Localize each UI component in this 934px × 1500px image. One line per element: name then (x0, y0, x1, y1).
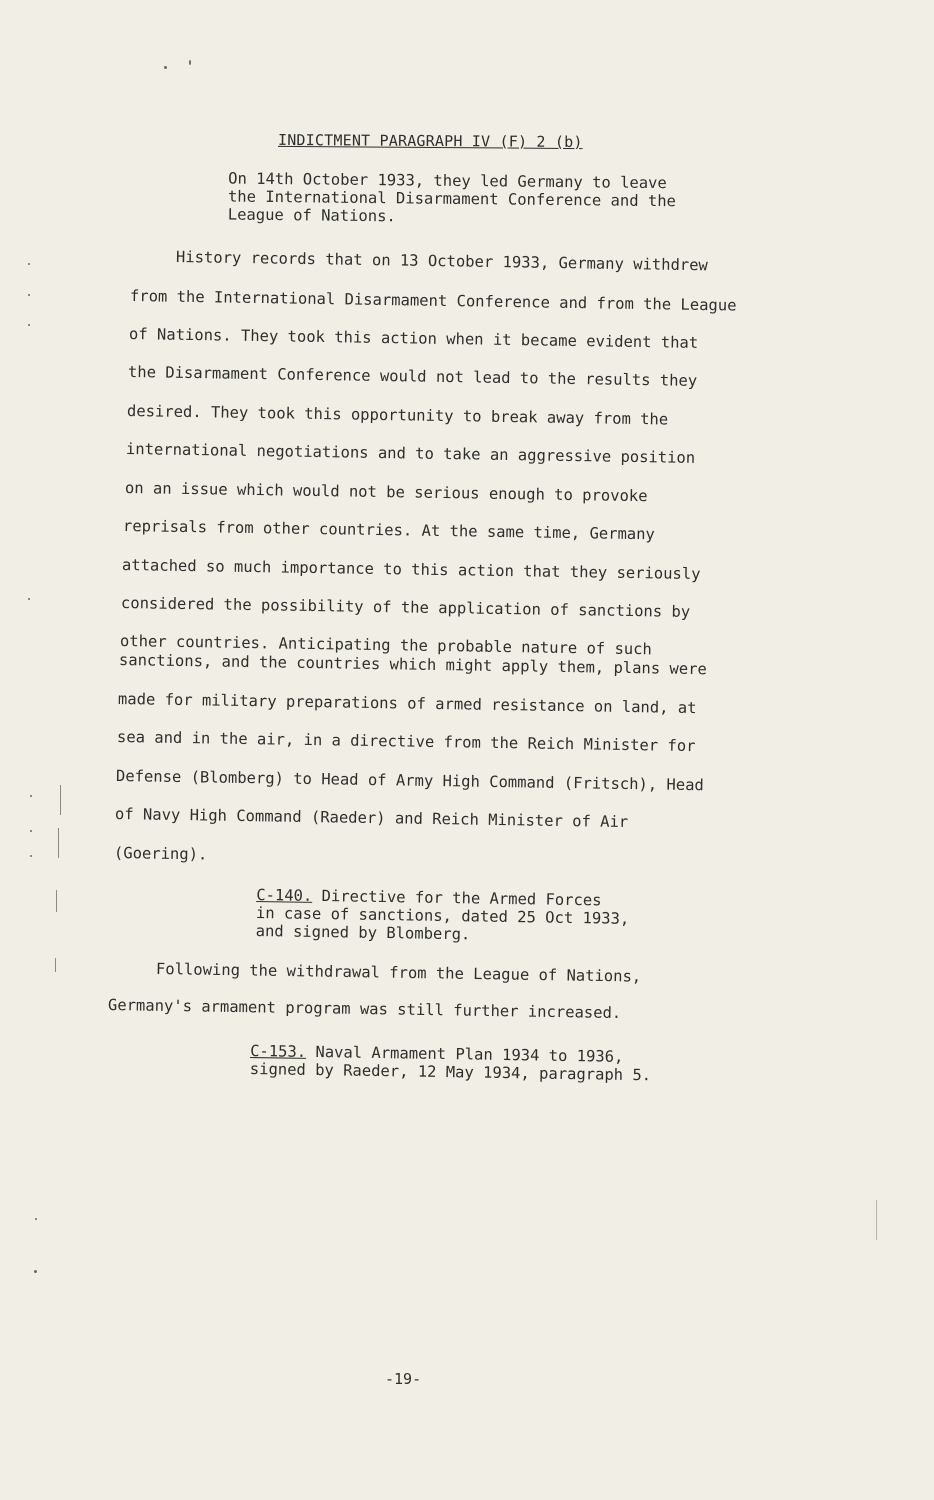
binder-mark (60, 785, 61, 815)
body-line: Germany's armament program was still further increased. (107, 996, 622, 1023)
charge-summary (228, 170, 699, 229)
binder-mark (56, 890, 57, 912)
margin-speck (30, 830, 32, 832)
body-line: Following the withdrawal from the League of Nations, (155, 960, 642, 986)
citation-ref: C-153. (250, 1042, 307, 1061)
binder-mark (55, 958, 56, 972)
charge-line: On 14th October 1933, they led Germany to leave (228, 169, 667, 193)
citation-text: in case of sanctions, dated 25 Oct 1933, (255, 904, 630, 928)
margin-speck (28, 263, 30, 265)
body-line: sea and in the air, in a directive from the Reich Minister for (116, 728, 696, 756)
margin-speck (28, 598, 30, 600)
body-line: sanctions, and the countries which might apply them, plans were (118, 651, 707, 679)
margin-speck (28, 324, 30, 326)
body-line: from the International Disarmament Conference and from the League (129, 287, 737, 315)
margin-speck (30, 795, 32, 797)
body-line: History records that on 13 October 1933, Germany withdrew (175, 248, 708, 275)
page-number: -19- (385, 1370, 422, 1388)
body-line: attached so much importance to this action that they seriously (121, 556, 701, 584)
body-line: the Disarmament Conference would not lead to the results they (127, 363, 698, 390)
binder-mark (876, 1200, 877, 1240)
body-line: other countries. Anticipating the probable nature of such (119, 632, 652, 659)
margin-speck (189, 60, 191, 65)
margin-speck (28, 294, 30, 296)
citation-c153 (250, 1042, 652, 1084)
indictment-heading: INDICTMENT PARAGRAPH IV (F) 2 (b) (277, 130, 583, 152)
citation-text: Directive for the Armed Forces (312, 886, 602, 910)
body-line: international negotiations and to take an aggressive position (125, 440, 696, 467)
body-line: of Navy High Command (Raeder) and Reich Minister of Air (114, 805, 629, 832)
body-line: reprisals from other countries. At the same time, Germany (122, 517, 655, 544)
margin-speck (30, 855, 32, 857)
margin-speck (164, 66, 167, 69)
body-line: desired. They took this opportunity to break away from the (126, 402, 669, 429)
citation-text: Naval Armament Plan 1934 to 1936, (305, 1042, 624, 1066)
body-line: considered the possibility of the application of sanctions by (120, 594, 691, 621)
charge-line: League of Nations. (227, 205, 396, 226)
body-line: of Nations. They took this action when it became evident that (128, 325, 699, 352)
body-line: made for military preparations of armed resistance on land, at (117, 690, 697, 718)
body-line: (Goering). (113, 844, 208, 864)
charge-line: the International Disarmament Conference and the (227, 187, 677, 211)
body-line: on an issue which would not be serious enough to provoke (124, 479, 648, 506)
margin-speck (35, 1218, 37, 1220)
citation-text: signed by Raeder, 12 May 1934, paragraph 5. (249, 1060, 652, 1085)
citation-c140 (256, 886, 630, 946)
body-line: Defense (Blomberg) to Head of Army High Command (Fritsch), Head (115, 767, 704, 795)
margin-speck (34, 1270, 37, 1273)
citation-text: and signed by Blomberg. (255, 921, 471, 944)
binder-mark (58, 828, 59, 858)
citation-ref: C-140. (256, 886, 313, 905)
